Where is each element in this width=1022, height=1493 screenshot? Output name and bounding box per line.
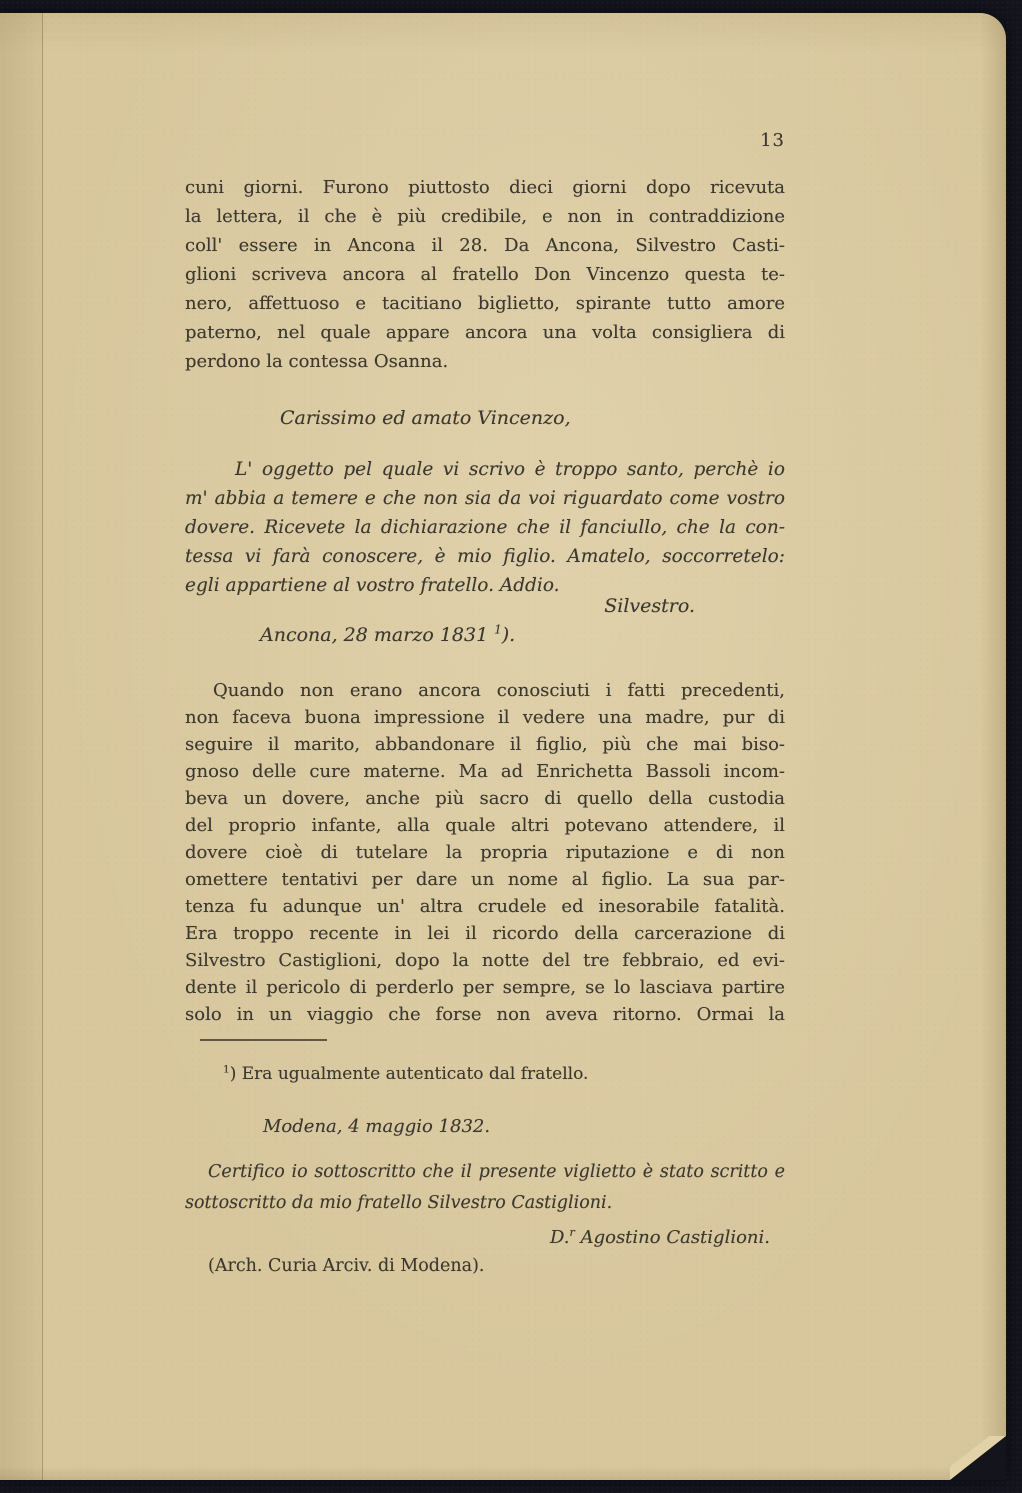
- page-gutter-shadow: [0, 13, 43, 1480]
- footnote-separator-rule: [200, 1039, 327, 1041]
- footnote-dateline: Modena, 4 maggio 1832.: [263, 1116, 491, 1137]
- text-line: gnoso delle cure materne. Ma ad Enrichetta Bassoli incom-: [185, 761, 785, 782]
- page-content: [185, 13, 785, 1279]
- footnote-body: ) Era ugualmente autenticato dal fratello.: [229, 1064, 589, 1084]
- text-line: del proprio infante, alla quale altri potevano attendere, il: [185, 815, 785, 836]
- text-line: Certifico io sottoscritto che il presente viglietto è stato scritto e: [208, 1162, 785, 1182]
- text-line: non faceva buona impressione il vedere una madre, pur di: [185, 707, 785, 728]
- text-line: beva un dovere, anche più sacro di quello della custodia: [185, 788, 785, 809]
- text-line: dente il pericolo di perderlo per sempre, se lo lasciava partire: [185, 977, 785, 998]
- text-line: tessa vi farà conoscere, è mio figlio. Amatelo, soccorretelo:: [185, 546, 785, 567]
- dateline-end: ).: [501, 624, 516, 646]
- text-line: paterno, nel quale appare ancora una volta consigliera di: [185, 322, 785, 343]
- paragraph-continuation: [185, 173, 785, 376]
- text-line: nero, affettuoso e tacitiano biglietto, spirante tutto amore: [185, 293, 785, 314]
- footnote-mark: 1: [223, 1063, 230, 1076]
- page-number: 13: [760, 130, 785, 151]
- book-page: [0, 13, 1006, 1480]
- text-line: la lettera, il che è più credibile, e non in contraddizione: [185, 206, 785, 227]
- text-line: cuni giorni. Furono piuttosto dieci giorni dopo ricevuta: [185, 177, 785, 198]
- signature-superscript: r: [569, 1226, 575, 1239]
- text-line: Era troppo recente in lei il ricordo della carcerazione di: [185, 923, 785, 944]
- text-line: dovere. Ricevete la dichiarazione che il fanciullo, che la con-: [185, 517, 785, 538]
- text-line: glioni scriveva ancora al fratello Don Vincenzo questa te-: [185, 264, 785, 285]
- signature-name: Agostino Castiglioni.: [574, 1227, 770, 1248]
- page-bottom-edge-shadow: [0, 1466, 1006, 1480]
- text-line: L' oggetto pel quale vi scrivo è troppo santo, perchè io: [235, 459, 785, 480]
- letter-signature: Silvestro.: [604, 595, 695, 617]
- dateline-text: Ancona, 28 marzo 1831: [260, 624, 495, 646]
- certification-text: [185, 1157, 785, 1219]
- text-line: m' abbia a temere e che non sia da voi riguardato come vostro: [185, 488, 785, 509]
- text-line: tenza fu adunque un' altra crudele ed inesorabile fatalità.: [185, 896, 785, 917]
- signature-title: D.: [550, 1227, 570, 1248]
- footnote-text: [223, 1061, 785, 1087]
- footnote-reference-mark: 1: [494, 622, 502, 637]
- text-line: Quando non erano ancora conosciuti i fatti precedenti,: [213, 680, 785, 701]
- certification-signature: [185, 1224, 785, 1252]
- text-line: egli appartiene al vostro fratello. Addio.: [185, 575, 560, 596]
- text-line: Silvestro Castiglioni, dopo la notte del tre febbraio, ed evi-: [185, 950, 785, 971]
- commentary-paragraph: [185, 677, 785, 1028]
- text-line: sottoscritto da mio fratello Silvestro Castiglioni.: [185, 1193, 613, 1213]
- text-line: coll' essere in Ancona il 28. Da Ancona, Silvestro Casti-: [185, 235, 785, 256]
- archive-source-line: (Arch. Curia Arciv. di Modena).: [208, 1256, 485, 1276]
- text-line: perdono la contessa Osanna.: [185, 351, 449, 372]
- page-right-edge-shadow: [980, 13, 1006, 1480]
- letter-dateline: [260, 620, 785, 650]
- letter-salutation: Carissimo ed amato Vincenzo,: [280, 407, 571, 429]
- text-line: solo in un viaggio che forse non aveva ritorno. Ormai la: [185, 1004, 785, 1025]
- letter-body: [185, 455, 785, 600]
- text-line: seguire il marito, abbandonare il figlio, più che mai biso-: [185, 734, 785, 755]
- text-line: omettere tentativi per dare un nome al figlio. La sua par-: [185, 869, 785, 890]
- text-line: dovere cioè di tutelare la propria riputazione e di non: [185, 842, 785, 863]
